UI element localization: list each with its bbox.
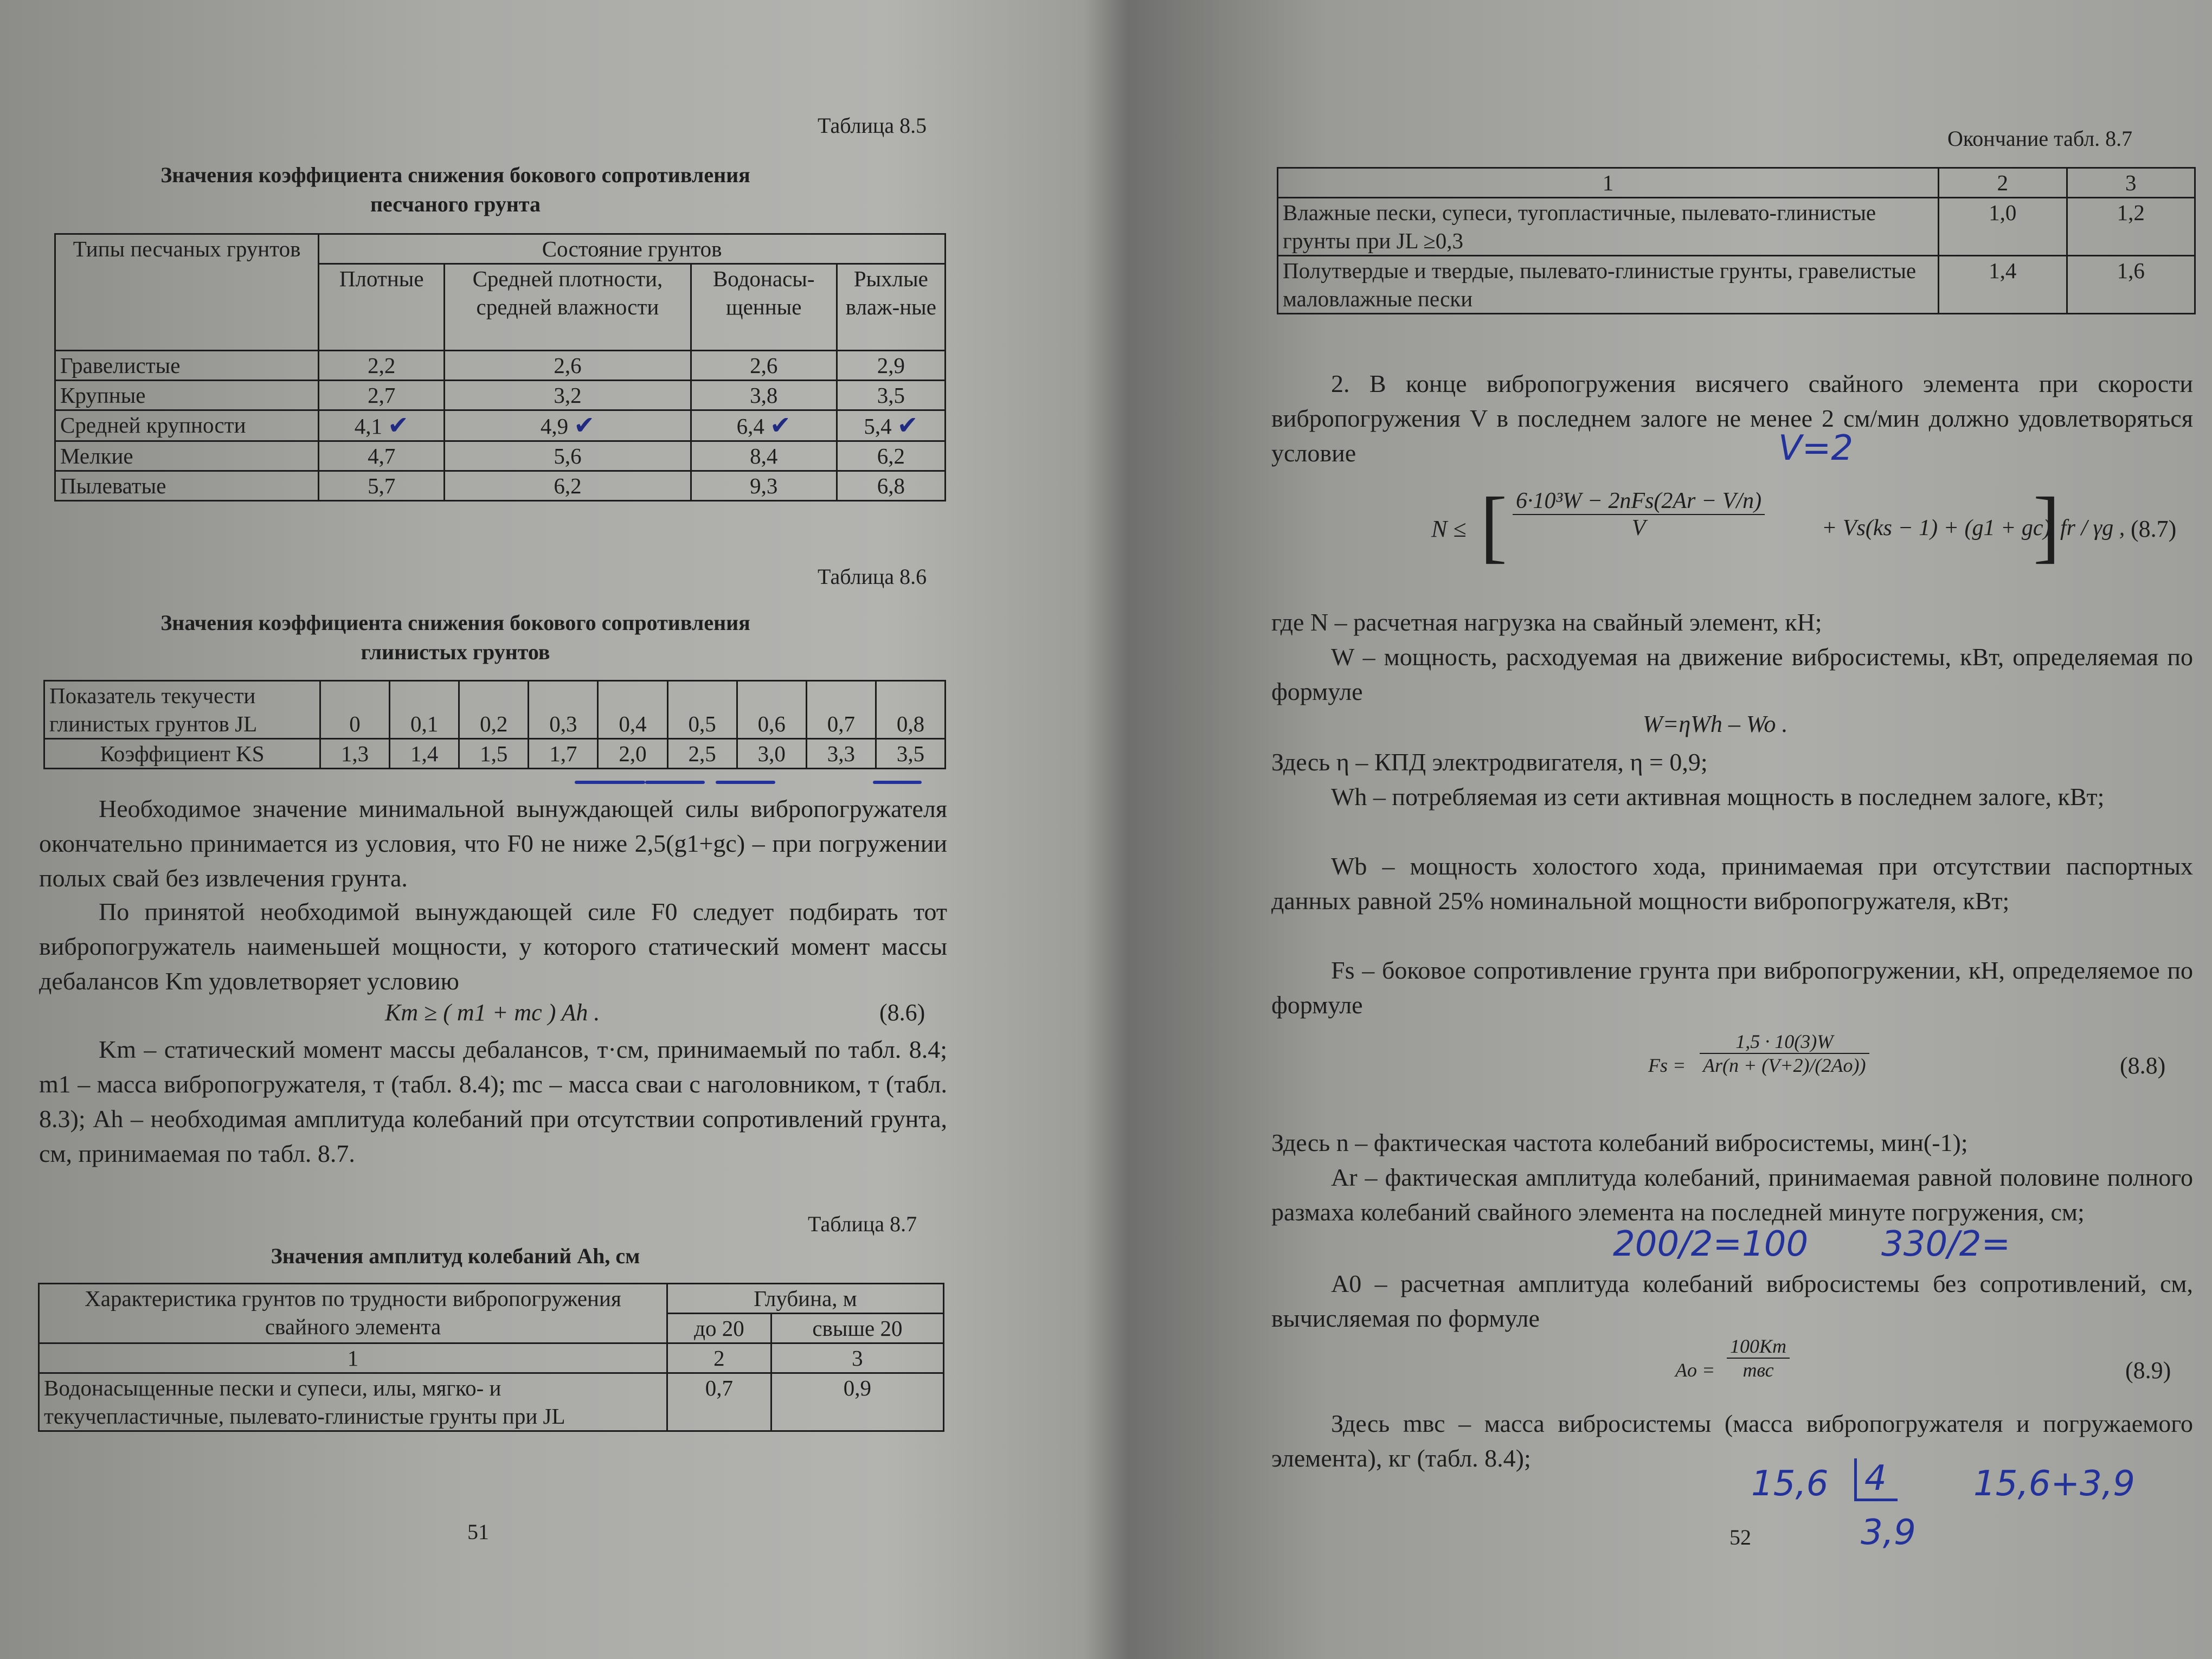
formula-8-7-tail: fr / γg , [2060, 516, 2125, 541]
table-cell: 2,6 [445, 351, 691, 381]
table-8-6-title-line1: Значения коэффициента снижения бокового сопротивления [160, 610, 750, 635]
table-cell: 8,4 [691, 441, 837, 471]
table-row [55, 351, 946, 381]
formula-8-8-number: (8.8) [2120, 1052, 2166, 1079]
formula-w: W=ηWh – Wo . [1643, 711, 1788, 737]
table-cell: 3,5 [876, 739, 945, 769]
definition-mvs: Здесь mвс – масса вибросистемы (масса вибропогружателя и погружаемого элемента), кг (табл. 8.4); [1271, 1410, 2193, 1472]
cell-value: 5,4 [864, 414, 892, 439]
handwritten-underline-icon [873, 781, 922, 784]
handwritten-ar-note-2: 330/2= [1881, 1224, 2011, 1264]
handwritten-calc-quotient: 3,9 [1861, 1513, 1916, 1553]
table-8-5-label: Таблица 8.5 [818, 113, 927, 138]
definition-wh: Wh – потребляемая из сети активная мощность в последнем залоге, кВт; [1331, 783, 2105, 811]
table-8-6-row2-head: Коэффициент KS [44, 739, 320, 769]
table-cell: 0 [320, 681, 390, 739]
handwritten-check-icon: ✔ [574, 410, 595, 440]
table-8-7 [38, 1283, 944, 1432]
table-cell: 6,2 [837, 441, 945, 471]
definition-wb: Wb – мощность холостого хода, принимаемая при отсутствии паспортных данных равной 25% номинальной мощности вибропогружателя, кВт; [1271, 852, 2193, 915]
table-8-7-continued-colnum-1: 1 [1278, 168, 1939, 198]
table-8-7-colnum-1: 1 [39, 1343, 667, 1373]
table-cell: 1,0 [1939, 198, 2067, 256]
definition-eta: Здесь η – КПД электродвигателя, η = 0,9; [1271, 748, 1708, 776]
table-cell: 3,3 [806, 739, 876, 769]
table-8-5-header-type: Типы песчаных грунтов [55, 234, 319, 351]
table-8-5-sub-4: Рыхлые влаж-ные [837, 264, 945, 351]
table-cell: 2,6 [691, 351, 837, 381]
table-cell: 1,5 [459, 739, 529, 769]
table-cell: 0,6 [737, 681, 806, 739]
paragraph-km: По принятой необходимой вынуждающей силе F0 следует подбирать тот вибропогружатель наименьшей мощности, у которого статический момент массы дебалансов Km удовлетворяет условию [39, 898, 947, 995]
table-cell: 2,5 [667, 739, 737, 769]
table-cell: 1,6 [2067, 256, 2195, 314]
handwritten-check-icon: ✔ [388, 410, 409, 440]
table-8-6-title [54, 608, 857, 667]
table-cell: 0,4 [598, 681, 667, 739]
handwritten-check-icon: ✔ [770, 410, 791, 440]
page-number-52: 52 [1729, 1525, 1751, 1549]
table-8-7-colnum-2: 2 [667, 1343, 771, 1373]
table-cell: 6,2 [445, 471, 691, 501]
formula-8-7-numerator: 6·10³W − 2nFs(2Ar − V/n) [1513, 488, 1765, 515]
cell-value: 4,9 [540, 414, 569, 439]
formula-8-8-numerator: 1,5 · 10(3)W [1700, 1030, 1869, 1054]
handwritten-ar-note-1: 200/2=100 [1613, 1224, 1809, 1264]
table-8-7-header-depth: Глубина, м [667, 1284, 944, 1314]
table-8-5-row-name: Пылеватые [55, 471, 319, 501]
table-8-5 [54, 233, 946, 501]
table-8-5-sub-1: Плотные [319, 264, 445, 351]
table-row [55, 471, 946, 501]
table-cell: 0,5 [667, 681, 737, 739]
table-cell: 0,7 [667, 1373, 771, 1431]
table-cell: 1,2 [2067, 198, 2195, 256]
table-cell: 2,2 [319, 351, 445, 381]
formula-8-7-number: (8.7) [2131, 516, 2177, 542]
definition-w: W – мощность, расходуемая на движение вибросистемы, кВт, определяемая по формуле [1271, 643, 2193, 705]
table-8-6-title-line2: глинистых грунтов [361, 640, 550, 664]
formula-8-8-fraction [1700, 1030, 1869, 1077]
right-bracket-icon: ] [2033, 481, 2060, 571]
table-cell: 0,1 [390, 681, 459, 739]
definition-n-load: где N – расчетная нагрузка на свайный элемент, кН; [1271, 608, 1822, 636]
handwritten-check-icon: ✔ [897, 410, 918, 440]
table-8-6-label: Таблица 8.6 [818, 564, 927, 589]
table-cell [691, 410, 837, 441]
table-8-7-label: Таблица 8.7 [808, 1212, 917, 1236]
table-8-5-header-state: Состояние грунтов [319, 234, 946, 264]
table-cell: 3,8 [691, 381, 837, 410]
handwritten-calc-1: 15,6 [1751, 1464, 1829, 1504]
table-8-7-continued-label: Окончание табл. 8.7 [1947, 126, 2133, 151]
handwritten-calc-2: 15,6+3,9 [1973, 1464, 2135, 1504]
table-cell: 2,0 [598, 739, 667, 769]
formula-8-9 [1675, 1335, 2196, 1416]
table-cell: 0,7 [806, 681, 876, 739]
definition-a0: A0 – расчетная амплитуда колебаний вибросистемы без сопротивлений, см, вычисляемая по формуле [1271, 1270, 2193, 1332]
table-cell: 0,8 [876, 681, 945, 739]
table-8-7-continued-row-text: Влажные пески, супеси, тугопластичные, пылевато-глинистые грунты при JL ≥0,3 [1278, 198, 1939, 256]
table-8-5-title-line1: Значения коэффициента снижения бокового сопротивления [160, 163, 750, 187]
table-8-7-header-char: Характеристика грунтов по трудности вибропогружения свайного элемента [39, 1284, 667, 1343]
table-cell: 3,5 [837, 381, 945, 410]
table-8-7-continued [1277, 167, 2196, 314]
formula-8-9-fraction [1727, 1335, 1790, 1381]
table-8-5-row-name: Средней крупности [55, 410, 319, 441]
table-cell: 1,4 [1939, 256, 2067, 314]
cell-value: 6,4 [736, 414, 764, 439]
handwritten-underline-icon [645, 781, 705, 784]
left-bracket-icon: [ [1480, 481, 1507, 571]
table-cell: 0,3 [529, 681, 598, 739]
definition-fs: Fs – боковое сопротивление грунта при вибропогружении, кН, определяемое по формуле [1271, 956, 2193, 1019]
table-8-5-row-name: Крупные [55, 381, 319, 410]
table-8-5-title-line2: песчаного грунта [370, 192, 541, 216]
formula-8-7 [1431, 477, 2201, 586]
formula-8-6: Km ≥ ( m1 + mc ) Ah . [385, 999, 600, 1026]
paragraph-condition: 2. В конце вибропогружения висячего свайного элемента при скорости вибропогружения V в последнем залоге не менее 2 см/мин должно удовлетворяться условие [1271, 370, 2193, 467]
table-8-7-depth-2: свыше 20 [771, 1314, 943, 1343]
definition-ar: Ar – фактическая амплитуда колебаний, принимаемая равной половине полного размаха колебаний свайного элемента на последней минуте погружения, см; [1271, 1163, 2193, 1226]
table-row [1278, 198, 2195, 256]
formula-8-8 [1648, 1025, 2196, 1122]
table-cell: 9,3 [691, 471, 837, 501]
table-8-5-sub-2: Средней плотности, средней влажности [445, 264, 691, 351]
handwritten-underline-icon [575, 781, 645, 784]
table-cell: 6,8 [837, 471, 945, 501]
table-8-7-title: Значения амплитуд колебаний Ah, см [271, 1244, 640, 1268]
formula-8-9-denominator: mвс [1742, 1359, 1774, 1381]
paragraph-definitions: Km – статический момент массы дебалансов, т·см, принимаемый по табл. 8.4; m1 – масса вибропогружателя, т (табл. 8.4); mc – масса сваи с наголовником, т (табл. 8.3); Ah – необходимая амплитуда колебаний при отсутствии сопротивлений грунта, см, принимаемая по табл. 8.7. [39, 1036, 947, 1167]
table-row [55, 381, 946, 410]
paragraph-f0: Необходимое значение минимальной вынуждающей силы вибропогружателя окончательно принимается из условия, что F0 не ниже 2,5(g1+gc) – при погружении полых свай без извлечения грунта. [39, 795, 947, 892]
table-cell: 4,7 [319, 441, 445, 471]
definition-n-frequency: Здесь n – фактическая частота колебаний вибросистемы, мин(-1); [1271, 1129, 1968, 1156]
table-row [55, 441, 946, 471]
table-8-7-depth-1: до 20 [667, 1314, 771, 1343]
table-cell: 5,7 [319, 471, 445, 501]
table-row [1278, 256, 2195, 314]
table-row [39, 1373, 944, 1431]
formula-8-7-denominator: V [1631, 516, 1646, 541]
formula-8-7-rest: + Vs(ks − 1) + (g1 + gc) [1822, 516, 2051, 541]
table-8-7-row-text: Водонасыщенные пески и супеси, илы, мягко- и текучепластичные, пылевато-глинистые грунты при JL [39, 1373, 667, 1431]
table-cell: 0,2 [459, 681, 529, 739]
right-page [1106, 0, 2212, 1659]
table-8-7-continued-row-text: Полутвердые и твердые, пылевато-глинистые грунты, гравелистые маловлажные пески [1278, 256, 1939, 314]
table-cell: 1,4 [390, 739, 459, 769]
table-8-7-continued-colnum-2: 2 [1939, 168, 2067, 198]
table-8-7-colnum-3: 3 [771, 1343, 943, 1373]
table-cell: 5,6 [445, 441, 691, 471]
page-number-51: 51 [467, 1520, 489, 1544]
table-cell: 2,7 [319, 381, 445, 410]
table-cell: 3,2 [445, 381, 691, 410]
handwritten-underline-icon [716, 781, 775, 784]
table-cell: 1,3 [320, 739, 390, 769]
formula-8-8-denominator: Ar(n + (V+2)/(2Ao)) [1703, 1054, 1866, 1076]
table-8-5-sub-3: Водонасы-щенные [691, 264, 837, 351]
table-cell: 0,9 [771, 1373, 943, 1431]
formula-8-9-lhs: Ao = [1675, 1359, 1715, 1381]
table-8-5-title [54, 160, 857, 219]
formula-8-9-number: (8.9) [2125, 1357, 2171, 1384]
cell-value: 4,1 [354, 414, 382, 439]
table-8-6 [43, 680, 946, 769]
table-cell [445, 410, 691, 441]
handwritten-calc-divisor: 4 [1854, 1458, 1898, 1501]
formula-8-8-lhs: Fs = [1648, 1054, 1686, 1076]
formula-8-7-fraction [1513, 488, 1765, 541]
handwritten-v-note: V=2 [1778, 428, 1854, 468]
formula-8-7-lhs: N ≤ [1431, 516, 1467, 542]
table-cell: 1,7 [529, 739, 598, 769]
table-cell [837, 410, 945, 441]
formula-8-9-numerator: 100Km [1727, 1335, 1790, 1359]
table-cell [319, 410, 445, 441]
table-8-7-continued-colnum-3: 3 [2067, 168, 2195, 198]
table-8-5-row-name: Мелкие [55, 441, 319, 471]
table-cell: 2,9 [837, 351, 945, 381]
table-8-6-row1-head: Показатель текучести глинистых грунтов JL [44, 681, 320, 739]
table-8-5-row-name: Гравелистые [55, 351, 319, 381]
table-cell: 3,0 [737, 739, 806, 769]
table-row [55, 410, 946, 441]
formula-8-6-number: (8.6) [879, 999, 925, 1026]
